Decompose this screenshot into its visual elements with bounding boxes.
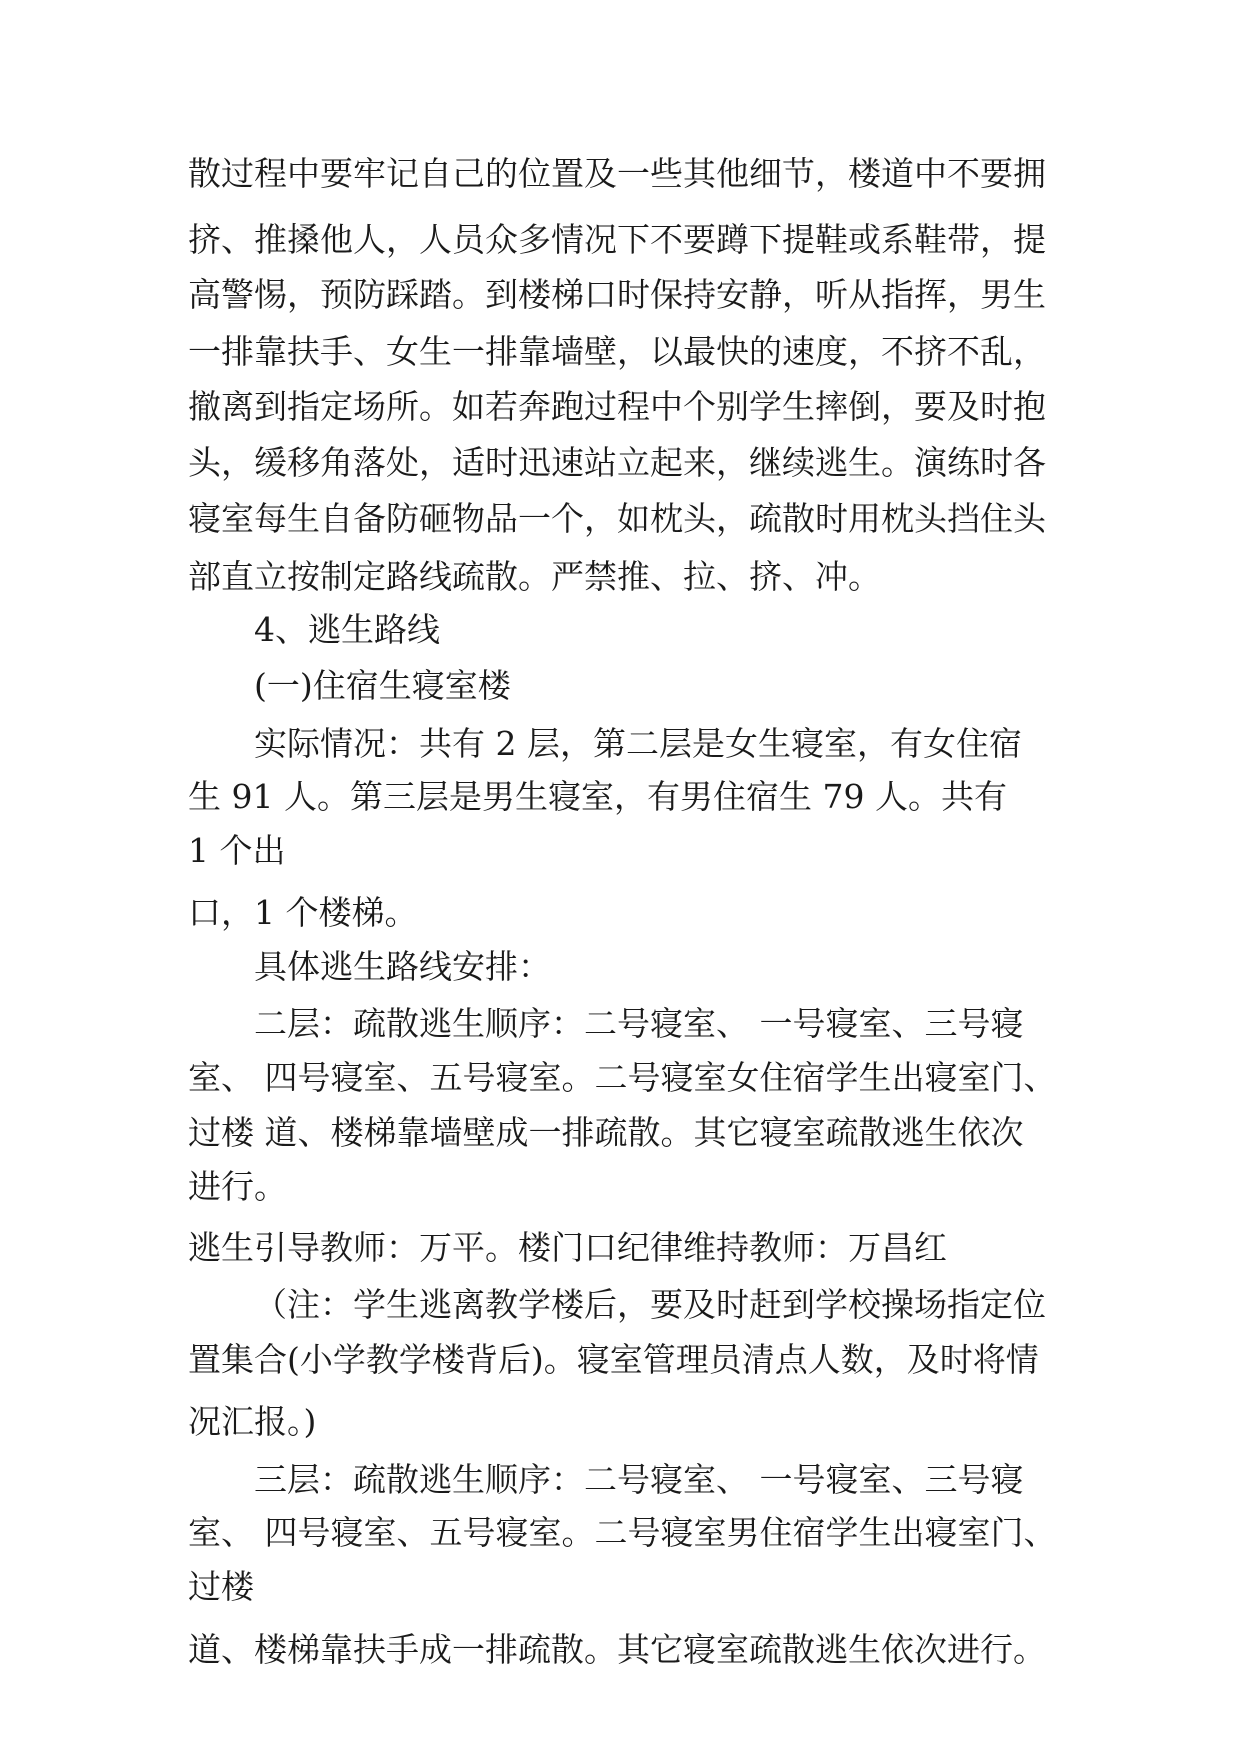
text-line: 头，缓移角落处，适时迅速站立起来，继续逃生。演练时各	[188, 443, 1046, 482]
text-line: 撤离到指定场所。如若奔跑过程中个别学生摔倒，要及时抱	[188, 387, 1046, 426]
text-line: 口，1 个楼梯。	[188, 893, 418, 932]
text-line: 二层：疏散逃生顺序：二号寝室、 一号寝室、三号寝	[254, 1004, 1024, 1043]
text-line: 部直立按制定路线疏散。严禁推、拉、挤、冲。	[188, 557, 881, 596]
text-line: 一排靠扶手、女生一排靠墙壁，以最快的速度，不挤不乱，	[188, 332, 1046, 371]
text-line: 挤、推搡他人，人员众多情况下不要蹲下提鞋或系鞋带，提	[188, 220, 1046, 259]
text-line: 逃生引导教师：万平。楼门口纪律维持教师：万昌红	[188, 1228, 947, 1267]
note-line: （注：学生逃离教学楼后，要及时赶到学校操场指定位	[254, 1285, 1046, 1324]
text-line: 具体逃生路线安排：	[254, 947, 551, 986]
text-line: 道、楼梯靠扶手成一排疏散。其它寝室疏散逃生依次进行。	[188, 1630, 1046, 1669]
text-line: 三层：疏散逃生顺序：二号寝室、 一号寝室、三号寝	[254, 1460, 1024, 1499]
text-line: 生 91 人。第三层是男生寝室，有男住宿生 79 人。共有	[188, 777, 1007, 816]
text-line: 1 个出	[188, 831, 286, 870]
text-line: 实际情况：共有 2 层，第二层是女生寝室，有女住宿	[254, 724, 1022, 763]
text-line: 进行。	[188, 1167, 287, 1206]
text-line: 过楼 道、楼梯靠墙壁成一排疏散。其它寝室疏散逃生依次	[188, 1113, 1024, 1152]
subsection-heading: (一)住宿生寝室楼	[254, 666, 511, 705]
section-heading: 4、逃生路线	[254, 610, 440, 649]
note-line: 况汇报。)	[188, 1402, 317, 1441]
text-line: 寝室每生自备防砸物品一个，如枕头，疏散时用枕头挡住头	[188, 499, 1046, 538]
text-line: 过楼	[188, 1567, 254, 1606]
text-line: 室、 四号寝室、五号寝室。二号寝室男住宿学生出寝室门、	[188, 1513, 1057, 1552]
text-line: 室、 四号寝室、五号寝室。二号寝室女住宿学生出寝室门、	[188, 1058, 1057, 1097]
text-line: 散过程中要牢记自己的位置及一些其他细节，楼道中不要拥	[188, 154, 1046, 193]
note-line: 置集合(小学教学楼背后)。寝室管理员清点人数，及时将情	[188, 1340, 1039, 1379]
text-line: 高警惕，预防踩踏。到楼梯口时保持安静，听从指挥，男生	[188, 275, 1046, 314]
